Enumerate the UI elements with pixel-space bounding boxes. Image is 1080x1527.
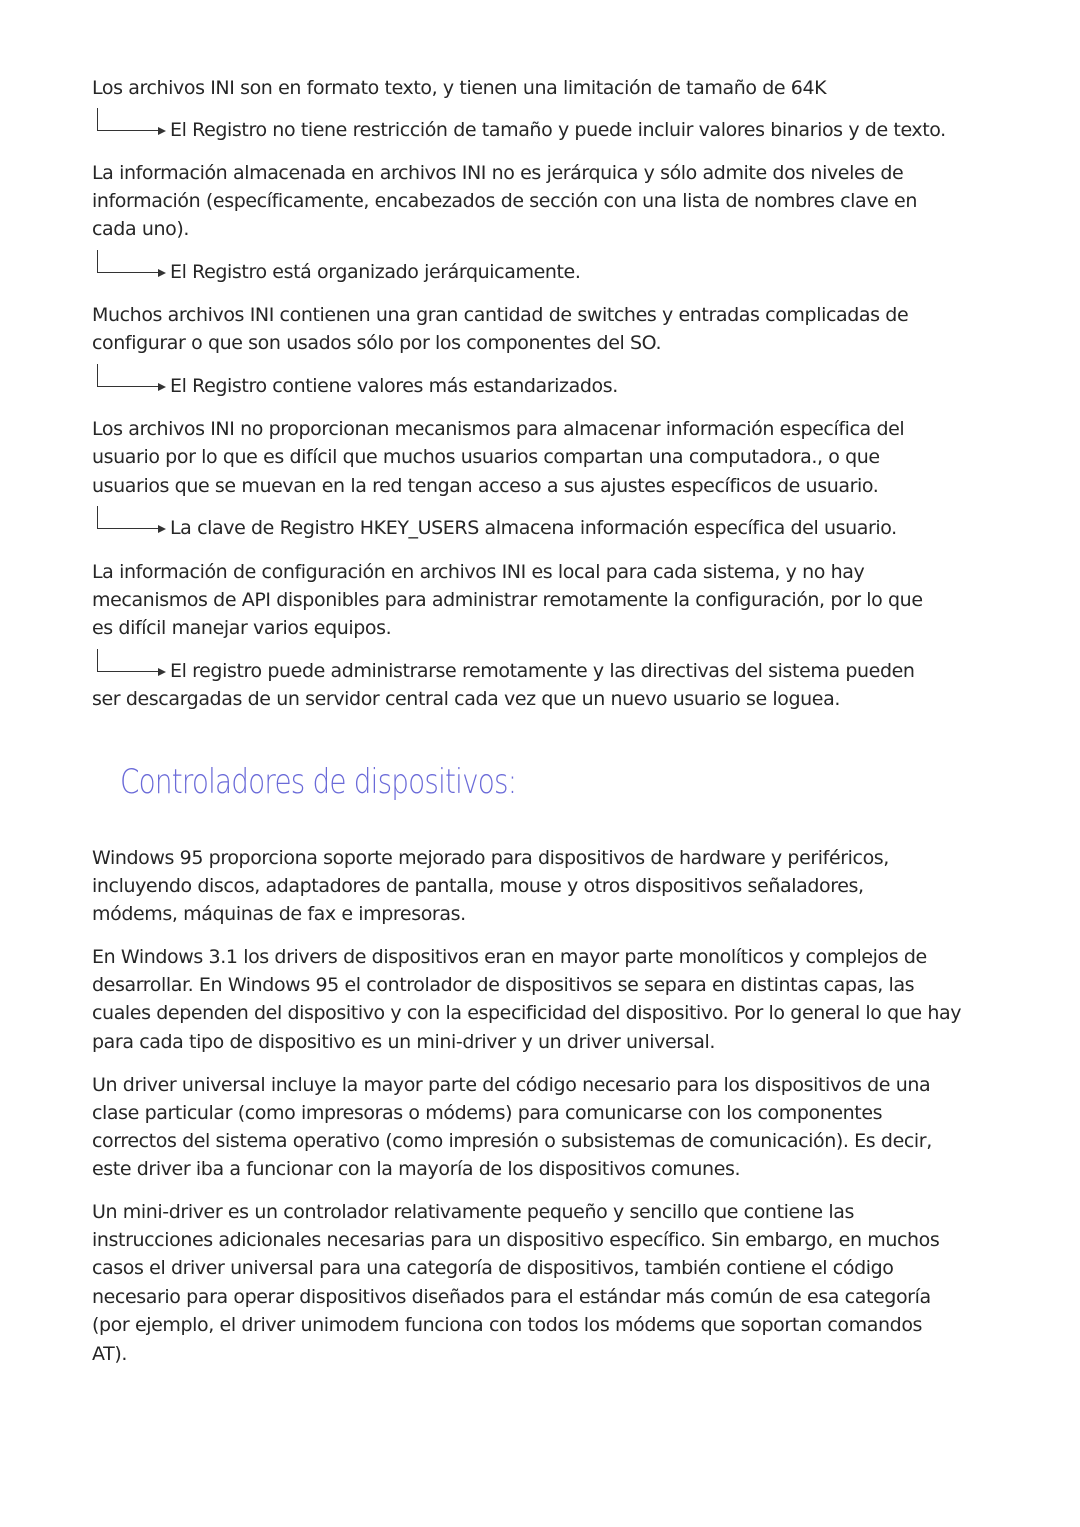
- text-line: clase particular (como impresoras o módems) para comunicarse con los componentes: [92, 1102, 883, 1124]
- text-line: Los archivos INI son en formato texto, y tienen una limitación de tamaño de 64K: [92, 77, 827, 99]
- text-line: El Registro no tiene restricción de tamaño y puede incluir valores binarios y de texto.: [170, 119, 946, 141]
- text-line: casos el driver universal para una categoría de dispositivos, también contiene el código: [92, 1257, 894, 1279]
- text-line: AT).: [92, 1343, 127, 1365]
- text-line: La información de configuración en archivos INI es local para cada sistema, y no hay: [92, 561, 865, 583]
- arrow-icon: [97, 108, 160, 131]
- text-line: La información almacenada en archivos INI no es jerárquica y sólo admite dos niveles de: [92, 162, 904, 184]
- text-line: información (específicamente, encabezados de sección con una lista de nombres clave en: [92, 190, 917, 212]
- section-heading: Controladores de dispositivos:: [120, 762, 517, 802]
- text-line: Un mini-driver es un controlador relativamente pequeño y sencillo que contiene las: [92, 1201, 854, 1223]
- text-line: El Registro contiene valores más estandarizados.: [170, 375, 618, 397]
- text-line: este driver iba a funcionar con la mayoría de los dispositivos comunes.: [92, 1158, 741, 1180]
- text-line: Windows 95 proporciona soporte mejorado para dispositivos de hardware y periféricos,: [92, 847, 889, 869]
- text-line: mecanismos de API disponibles para administrar remotamente la configuración, por lo que: [92, 589, 923, 611]
- text-line: Los archivos INI no proporcionan mecanismos para almacenar información específica del: [92, 418, 905, 440]
- text-line: Un driver universal incluye la mayor parte del código necesario para los dispositivos de una: [92, 1074, 931, 1096]
- text-line: es difícil manejar varios equipos.: [92, 617, 392, 639]
- text-line: cada uno).: [92, 218, 189, 240]
- text-line: necesario para operar dispositivos diseñados para el estándar más común de esa categoría: [92, 1286, 931, 1308]
- text-line: usuario por lo que es difícil que muchos usuarios compartan una computadora., o que: [92, 446, 880, 468]
- text-line: ser descargadas de un servidor central cada vez que un nuevo usuario se loguea.: [92, 688, 840, 710]
- text-line: Muchos archivos INI contienen una gran cantidad de switches y entradas complicadas de: [92, 304, 909, 326]
- arrow-icon: [97, 506, 160, 529]
- text-line: módems, máquinas de fax e impresoras.: [92, 903, 466, 925]
- text-line: En Windows 3.1 los drivers de dispositivos eran en mayor parte monolíticos y complejos de: [92, 946, 927, 968]
- text-line: (por ejemplo, el driver unimodem funciona con todos los módems que soportan comandos: [92, 1314, 923, 1336]
- text-line: correctos del sistema operativo (como impresión o subsistemas de comunicación). Es decir,: [92, 1130, 932, 1152]
- text-line: para cada tipo de dispositivo es un mini-driver y un driver universal.: [92, 1031, 715, 1053]
- text-line: La clave de Registro HKEY_USERS almacena información específica del usuario.: [170, 517, 897, 539]
- arrow-icon: [97, 649, 160, 672]
- text-line: desarrollar. En Windows 95 el controlador de dispositivos se separa en distintas capas, las: [92, 974, 915, 996]
- arrow-icon: [97, 250, 160, 273]
- text-line: cuales dependen del dispositivo y con la especificidad del dispositivo. Por lo general lo que hay: [92, 1002, 962, 1024]
- text-line: usuarios que se muevan en la red tengan acceso a sus ajustes específicos de usuario.: [92, 475, 879, 497]
- text-line: instrucciones adicionales necesarias para un dispositivo específico. Sin embargo, en muchos: [92, 1229, 940, 1251]
- text-line: El registro puede administrarse remotamente y las directivas del sistema pueden: [170, 660, 915, 682]
- text-line: configurar o que son usados sólo por los componentes del SO.: [92, 332, 662, 354]
- text-line: El Registro está organizado jerárquicamente.: [170, 261, 581, 283]
- arrow-icon: [97, 364, 160, 387]
- text-line: incluyendo discos, adaptadores de pantalla, mouse y otros dispositivos señaladores,: [92, 875, 864, 897]
